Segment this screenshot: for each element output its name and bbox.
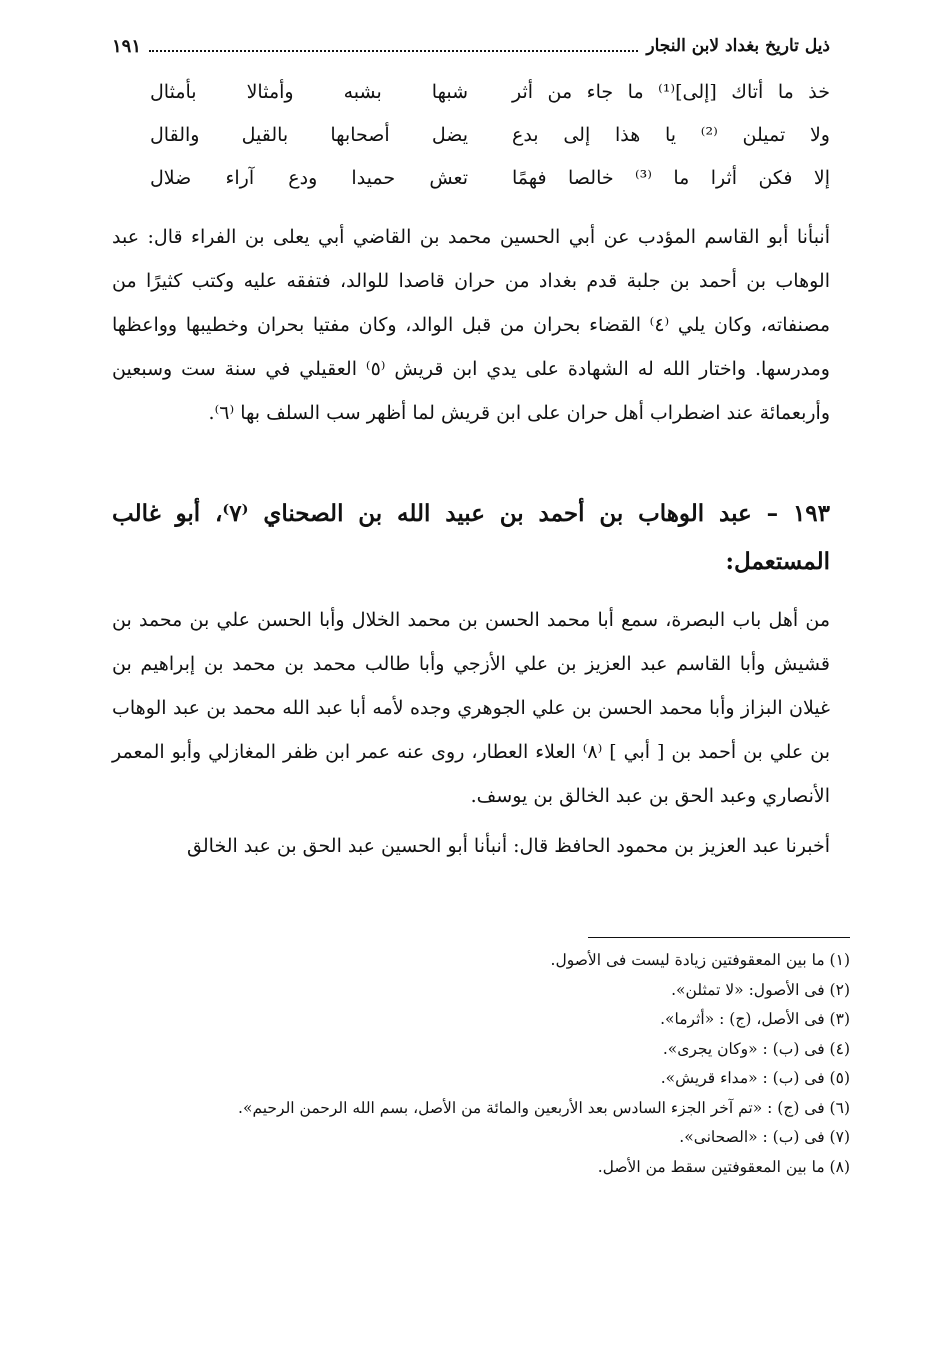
verse-second-hemistich: شبها بشبه وأمثالا بأمثال: [150, 80, 468, 103]
footnote: (٨) ما بين المعقوفتين سقط من الأصل.: [597, 1157, 850, 1176]
paragraph-isnad: أخبرنا عبد العزيز بن محمود الحافظ قال: أنبأنا أبو الحسين عبد الحق بن عبد الخالق: [187, 835, 830, 857]
footnote: (٢) فى الأصول: «لا تمثلن».: [671, 980, 850, 999]
paragraph-biography: من أهل باب البصرة، سمع أبا محمد الحسن بن محمد الخلال وأبا الحسن علي بن محمد بن قشيش وأبا القاسم عبد العزيز بن علي الأزجي وأبا طالب محمد بن محمد بن إبراهيم بن غيلان البزاز وأبا محمد الحسن بن علي الجوهري وجده لأمه أبا عبد الله محمد بن عبد الوهاب بن علي بن أحمد بن [ أبي ] ⁽٨⁾ العلاء العطار، روى عنه عمر ابن ظفر المغازلي وأبو المعمر الأنصاري وعبد الحق بن عبد الخالق بن يوسف.: [112, 609, 830, 807]
verse-first-hemistich: ولا تميلن ⁽²⁾ يا هذا إلى بدع: [512, 123, 830, 146]
running-title: ذيل تاريخ بغداد لابن النجار: [646, 36, 830, 56]
footnote: (٦) فى (ج) : «تم آخر الجزء السادس بعد الأربعين والمائة من الأصل، بسم الله الرحمن الرحيم».: [238, 1098, 850, 1117]
paragraph-narration: أنبأنا أبو القاسم المؤدب عن أبي الحسين محمد بن القاضي أبي يعلى بن الفراء قال: عبد الوهاب بن أحمد بن جلبة قدم بغداد من حران قاصدا للوالد، فتفقه عليه وكتب كثيرًا من مصنفاته، وكان يلي ⁽٤⁾ القضاء بحران من قبل الوالد، وكان مفتيا بحران وخطيبها وواعظها ومدرسها. واختار الله له الشهادة على يدي ابن قريش ⁽٥⁾ العقيلي في سنة ست وسبعين وأربعمائة عند اضطراب أهل حران على ابن قريش لما أظهر سب السلف بها ⁽٦⁾.: [112, 226, 830, 424]
running-header: [112, 30, 830, 62]
poem-verses: [150, 70, 830, 199]
verse-second-hemistich: يضل أصحابها بالقيل والقال: [150, 123, 468, 146]
verse-first-hemistich: خذ ما أتاك [إلى]⁽¹⁾ ما جاء من أثر: [512, 80, 830, 103]
footnote: (٥) فى (ب) : «مداء قريش».: [660, 1069, 850, 1087]
page-number: ١٩١: [112, 35, 142, 57]
footnote: (١) ما بين المعقوفتين زيادة ليست فى الأصول.: [550, 951, 850, 969]
header-dot-leader: [149, 40, 638, 52]
verse-line: [150, 156, 830, 199]
footnote: (٣) فى الأصل، (ج) : «أثرما».: [660, 1010, 850, 1028]
verse-line: [150, 113, 830, 156]
footnote: (٧) فى (ب) : «الصحانى».: [679, 1128, 850, 1146]
footnotes: [112, 946, 850, 1182]
entry-heading: ١٩٣ – عبد الوهاب بن أحمد بن عبيد الله بن الصحناي ⁽٧⁾، أبو غالب المستعمل:: [112, 500, 830, 575]
verse-line: [150, 70, 830, 113]
verse-first-hemistich: إلا فكن أثرا ما ⁽³⁾ خالصا فهمًا: [512, 166, 830, 189]
footnote: (٤) فى (ب) : «وكان يجرى».: [662, 1039, 850, 1058]
footnote-separator: [588, 937, 850, 938]
verse-second-hemistich: تعش حميدا ودع آراء ضلال: [150, 166, 468, 189]
